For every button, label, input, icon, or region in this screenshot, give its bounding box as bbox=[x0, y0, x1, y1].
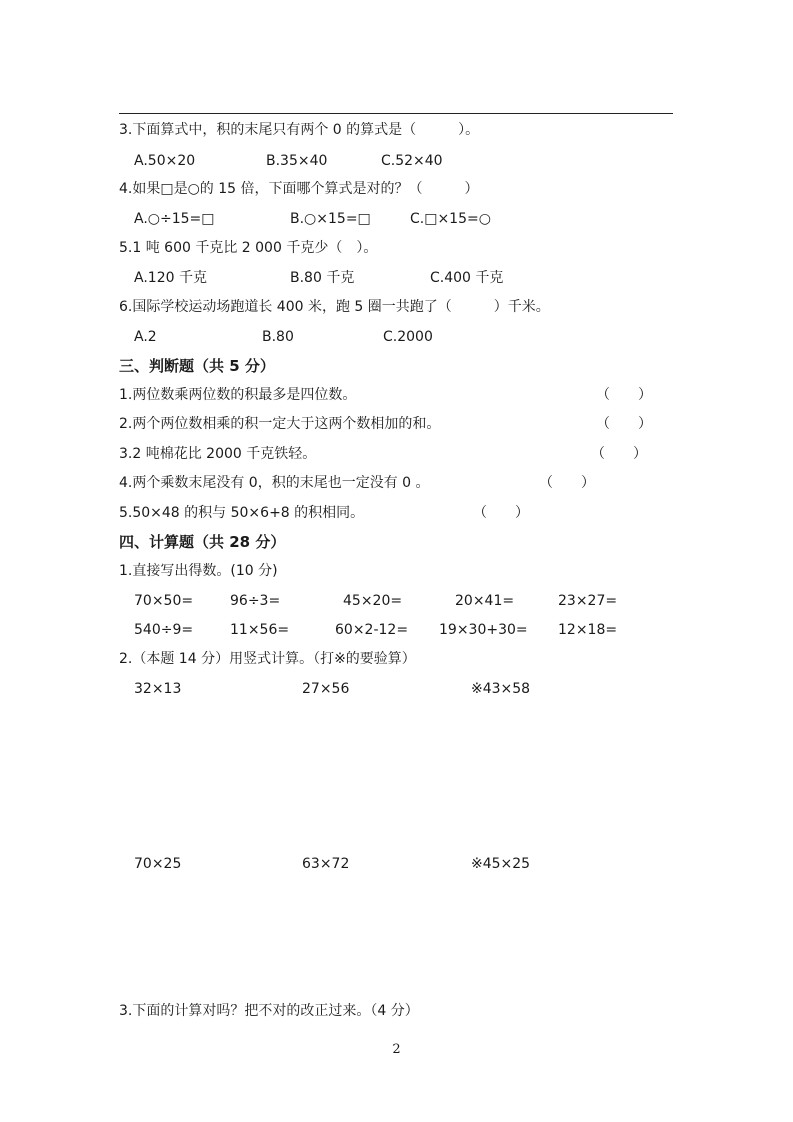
oral-calc-item: 96÷3= bbox=[230, 593, 281, 609]
question-3-option-a: A.50×20 bbox=[134, 153, 196, 169]
section-calc-heading: 四、计算题（共 28 分） bbox=[119, 533, 286, 551]
oral-calc-item: 11×56= bbox=[230, 622, 290, 638]
question-5-option-c: C.400 千克 bbox=[430, 270, 504, 286]
section-judge-heading: 三、判断题（共 5 分） bbox=[119, 357, 275, 375]
question-3-stem: 3.下面算式中，积的末尾只有两个 0 的算式是（ ）。 bbox=[119, 122, 480, 138]
oral-calc-item: 23×27= bbox=[558, 593, 618, 609]
vertical-calc-item: 27×56 bbox=[302, 681, 350, 697]
vertical-calc-item: ※43×58 bbox=[471, 681, 531, 697]
vertical-calc-item: ※45×25 bbox=[471, 856, 531, 872]
question-6-option-a: A.2 bbox=[134, 329, 157, 345]
oral-calc-item: 19×30+30= bbox=[439, 622, 528, 638]
judge-item-3-paren: （ ） bbox=[591, 446, 647, 462]
judge-item-2: 2.两个两位数相乘的积一定大于这两个数相加的和。 bbox=[119, 416, 441, 432]
page-number: 2 bbox=[392, 1042, 401, 1057]
question-5-option-b: B.80 千克 bbox=[290, 270, 355, 286]
question-4-option-b: B.○×15=□ bbox=[290, 211, 371, 227]
judge-item-4-paren: （ ） bbox=[539, 475, 595, 491]
question-3-option-b: B.35×40 bbox=[266, 153, 328, 169]
vertical-calc-item: 32×13 bbox=[134, 681, 182, 697]
oral-calc-item: 60×2-12= bbox=[335, 622, 409, 638]
question-6-option-b: B.80 bbox=[262, 329, 294, 345]
question-4-stem: 4.如果□是○的 15 倍，下面哪个算式是对的？（ ） bbox=[119, 181, 479, 197]
judge-item-5: 5.50×48 的积与 50×6+8 的积相同。 bbox=[119, 505, 365, 521]
header-rule bbox=[119, 113, 673, 114]
question-3-option-c: C.52×40 bbox=[381, 153, 443, 169]
oral-calc-item: 70×50= bbox=[134, 593, 194, 609]
judge-item-1-paren: （ ） bbox=[596, 387, 652, 403]
judge-item-1: 1.两位数乘两位数的积最多是四位数。 bbox=[119, 387, 357, 403]
judge-item-4: 4.两个乘数末尾没有 0，积的末尾也一定没有 0 。 bbox=[119, 475, 430, 491]
judge-item-2-paren: （ ） bbox=[596, 416, 652, 432]
vertical-calc-item: 63×72 bbox=[302, 856, 350, 872]
question-5-stem: 5.1 吨 600 千克比 2 000 千克少（ ）。 bbox=[119, 240, 378, 256]
oral-calc-item: 20×41= bbox=[455, 593, 515, 609]
calc-q2-title: 2.（本题 14 分）用竖式计算。（打※的要验算） bbox=[119, 651, 416, 667]
question-5-option-a: A.120 千克 bbox=[134, 270, 207, 286]
oral-calc-item: 45×20= bbox=[343, 593, 403, 609]
oral-calc-item: 12×18= bbox=[558, 622, 618, 638]
vertical-calc-item: 70×25 bbox=[134, 856, 182, 872]
question-4-option-a: A.○÷15=□ bbox=[134, 211, 215, 227]
calc-q3-title: 3.下面的计算对吗？把不对的改正过来。（4 分） bbox=[119, 1003, 419, 1019]
judge-item-5-paren: （ ） bbox=[473, 505, 529, 521]
judge-item-3: 3.2 吨棉花比 2000 千克铁轻。 bbox=[119, 446, 317, 462]
question-4-option-c: C.□×15=○ bbox=[410, 211, 491, 227]
calc-q1-title: 1.直接写出得数。(10 分) bbox=[119, 563, 278, 579]
oral-calc-item: 540÷9= bbox=[134, 622, 194, 638]
question-6-option-c: C.2000 bbox=[383, 329, 433, 345]
question-6-stem: 6.国际学校运动场跑道长 400 米，跑 5 圈一共跑了（ ）千米。 bbox=[119, 299, 550, 315]
